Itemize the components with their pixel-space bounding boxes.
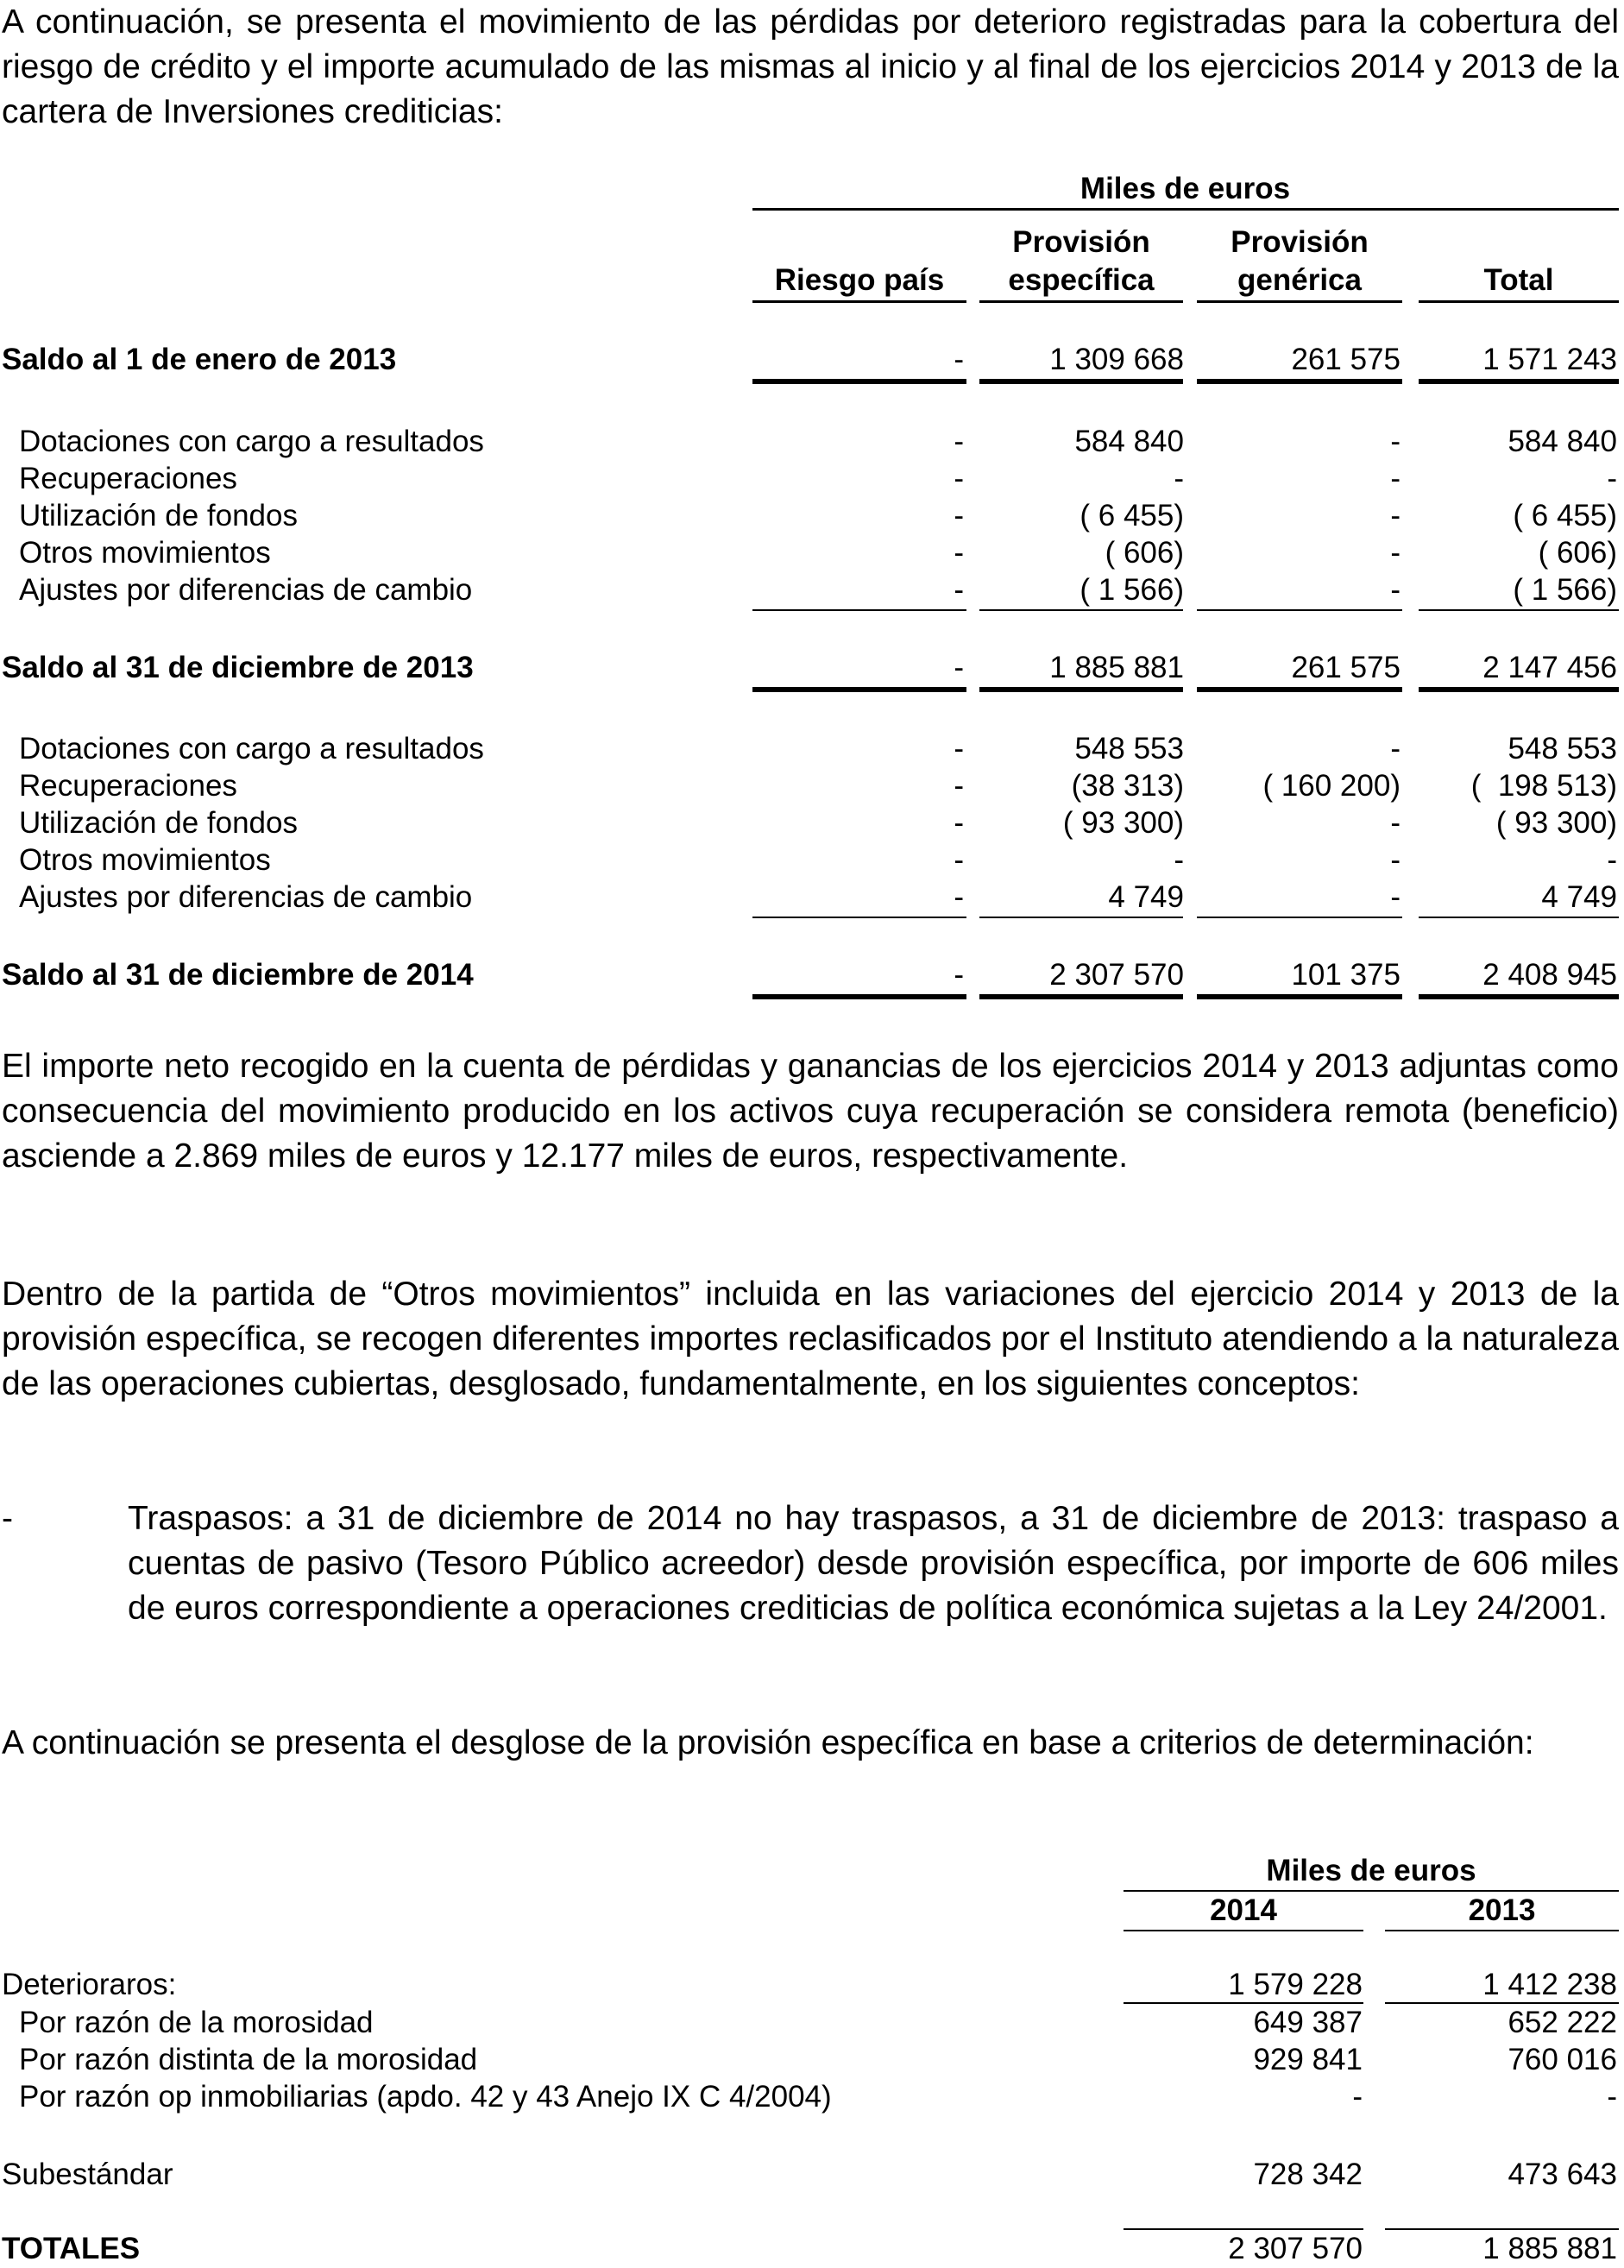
table1-cell: - <box>1390 573 1401 607</box>
table1-cell: ( 1 566) <box>1080 573 1184 607</box>
table2-row-label: Por razón op inmobiliarias (apdo. 42 y 43 Anejo IX C 4/2004) <box>19 2080 832 2114</box>
table1-balance-rule <box>1197 379 1402 384</box>
table2-row-label: Subestándar <box>2 2158 173 2191</box>
table1-row-label: Recuperaciones <box>19 462 237 495</box>
table1-balance-rule <box>1419 687 1619 692</box>
table1-cell: - <box>954 769 964 803</box>
table1-cell: - <box>1390 536 1401 570</box>
table1-balance-rule <box>752 379 966 384</box>
table1-cell: ( 6 455) <box>1513 499 1617 532</box>
table1-cell: - <box>1607 462 1617 495</box>
table1-cell: 548 553 <box>1074 732 1184 765</box>
table1-cell: ( 160 200) <box>1262 769 1401 803</box>
table1-row-label: Utilización de fondos <box>19 806 298 840</box>
table1-cell: 2 307 570 <box>1049 958 1184 992</box>
table1-balance-rule <box>1419 379 1619 384</box>
table1-group-rule <box>752 208 1619 211</box>
table1-row-label: Ajustes por diferencias de cambio <box>19 880 473 914</box>
table2-row-label: TOTALES <box>2 2232 141 2265</box>
bullet-dash: - <box>2 1500 13 1537</box>
table1-cell: - <box>1390 732 1401 765</box>
table2-row-label: Por razón de la morosidad <box>19 2006 374 2039</box>
table1-cell: - <box>954 843 964 877</box>
paragraph-net-amount: El importe neto recogido en la cuenta de pérdidas y ganancias de los ejercicios 2014 y 2013 adjuntas como consecuencia del movimiento producido en los activos cuya recuperación se considera remota (beneficio) asciende a 2.869 miles de euros y 12.177 miles de euros, respectivamente. <box>2 1048 1619 1175</box>
table1-row-label: Saldo al 31 de diciembre de 2013 <box>2 651 474 684</box>
table2-row-label: Por razón distinta de la morosidad <box>19 2043 478 2076</box>
table1-cell: 261 575 <box>1291 651 1401 684</box>
table1-cell: ( 93 300) <box>1062 806 1184 840</box>
table2-cell: 1 579 228 <box>1228 1968 1363 2001</box>
table2-cell: 1 885 881 <box>1482 2232 1617 2265</box>
table2-cell: 760 016 <box>1508 2043 1617 2076</box>
table1-balance-rule <box>979 379 1183 384</box>
table1-balance-rule <box>979 994 1183 999</box>
table1-subtotal-rule <box>1197 609 1402 611</box>
table1-cell: - <box>954 536 964 570</box>
table1-row-label: Saldo al 1 de enero de 2013 <box>2 343 397 376</box>
table2-cell: 929 841 <box>1253 2043 1363 2076</box>
table1-balance-rule <box>1197 687 1402 692</box>
table1-cell: - <box>1390 499 1401 532</box>
table2-cell: 649 387 <box>1253 2006 1363 2039</box>
table1-col3-header: genérica <box>1237 263 1362 297</box>
table1-balance-rule <box>752 994 966 999</box>
table1-row-label: Saldo al 31 de diciembre de 2014 <box>2 958 474 992</box>
table1-cell: - <box>1390 843 1401 877</box>
table1-group-header: Miles de euros <box>1080 172 1291 205</box>
table1-col3-line1: Provisión <box>1231 225 1369 259</box>
table1-cell: 584 840 <box>1508 425 1617 458</box>
table1-cell: - <box>1390 806 1401 840</box>
table2-cell: 652 222 <box>1508 2006 1617 2039</box>
table1-col4-header: Total <box>1483 263 1554 297</box>
table1-cell: - <box>954 425 964 458</box>
table1-cell: - <box>1174 843 1184 877</box>
paragraph-breakdown-intro: A continuación se presenta el desglose de la provisión específica en base a criterios de determinación: <box>2 1724 1534 1761</box>
table1-row-label: Otros movimientos <box>19 536 271 570</box>
table1-cell: 2 408 945 <box>1482 958 1617 992</box>
table1-cell: 548 553 <box>1508 732 1617 765</box>
table1-cell: 2 147 456 <box>1482 651 1617 684</box>
table1-cell: - <box>954 573 964 607</box>
table1-row-label: Otros movimientos <box>19 843 271 877</box>
table1-col1-rule <box>752 300 966 303</box>
table1-cell: ( 1 566) <box>1513 573 1617 607</box>
table1-cell: - <box>1607 843 1617 877</box>
table1-subtotal-rule <box>752 917 966 918</box>
table1-subtotal-rule <box>1419 917 1619 918</box>
intro-paragraph: A continuación, se presenta el movimiento de las pérdidas por deterioro registradas para la cobertura del riesgo de crédito y el importe acumulado de las mismas al inicio y al final de los ejercicios 2014 y 2013 de la cartera de Inversiones crediticias: <box>2 3 1619 130</box>
table2-deteriorados-rule-2013 <box>1385 2002 1619 2004</box>
table1-cell: - <box>1390 880 1401 914</box>
table1-cell: - <box>954 880 964 914</box>
table1-row-label: Dotaciones con cargo a resultados <box>19 732 484 765</box>
table1-cell: - <box>954 343 964 376</box>
table1-cell: 1 309 668 <box>1049 343 1184 376</box>
table1-cell: ( 198 513) <box>1470 769 1617 803</box>
table2-col-2013: 2013 <box>1468 1893 1536 1927</box>
table1-balance-rule <box>1197 994 1402 999</box>
table1-cell: - <box>1174 462 1184 495</box>
table1-row-label: Ajustes por diferencias de cambio <box>19 573 473 607</box>
table1-row-label: Utilización de fondos <box>19 499 298 532</box>
bullet-transfers-text: Traspasos: a 31 de diciembre de 2014 no hay traspasos, a 31 de diciembre de 2013: traspaso a cuentas de pasivo (Tesoro Público acreedor) desde provisión específica, por importe de 606 miles de euros correspondiente a operaciones crediticias de política económica sujetas a la Ley 24/2001. <box>128 1500 1619 1627</box>
table1-col2-line1: Provisión <box>1012 225 1150 259</box>
table1-col3-rule <box>1197 300 1402 303</box>
table2-cell: 1 412 238 <box>1482 1968 1617 2001</box>
table1-col2-rule <box>979 300 1183 303</box>
table2-deteriorados-rule-2014 <box>1124 2002 1363 2004</box>
table1-subtotal-rule <box>979 609 1183 611</box>
table1-cell: (38 313) <box>1071 769 1184 803</box>
table1-cell: ( 606) <box>1105 536 1184 570</box>
table2-cell: - <box>1607 2080 1617 2114</box>
table1-row-label: Recuperaciones <box>19 769 237 803</box>
table1-col4-rule <box>1419 300 1619 303</box>
table2-col-2014-rule <box>1124 1930 1363 1931</box>
table1-cell: - <box>954 732 964 765</box>
table1-cell: 261 575 <box>1291 343 1401 376</box>
table1-cell: 1 571 243 <box>1482 343 1617 376</box>
table1-cell: - <box>1390 462 1401 495</box>
table2-col-2013-rule <box>1385 1930 1619 1931</box>
table2-col-2014: 2014 <box>1210 1893 1277 1927</box>
table2-row-label: Deterioraros: <box>2 1968 177 2001</box>
table1-cell: 4 749 <box>1108 880 1184 914</box>
table1-col2-header: específica <box>1008 263 1155 297</box>
table1-row-label: Dotaciones con cargo a resultados <box>19 425 484 458</box>
table1-cell: ( 93 300) <box>1495 806 1617 840</box>
table1-cell: - <box>954 499 964 532</box>
table1-cell: 584 840 <box>1074 425 1184 458</box>
table1-subtotal-rule <box>1197 917 1402 918</box>
table1-balance-rule <box>752 687 966 692</box>
table1-cell: - <box>954 806 964 840</box>
table2-group-header: Miles de euros <box>1266 1854 1476 1887</box>
table2-cell: - <box>1352 2080 1363 2114</box>
table1-balance-rule <box>979 687 1183 692</box>
table1-cell: 4 749 <box>1541 880 1617 914</box>
table1-balance-rule <box>1419 994 1619 999</box>
paragraph-other-movements: Dentro de la partida de “Otros movimientos” incluida en las variaciones del ejercicio 2014 y 2013 de la provisión específica, se recogen diferentes importes reclasificados por el Instituto atendiendo a la naturaleza de las operaciones cubiertas, desglosado, fundamentalmente, en los siguientes conceptos: <box>2 1276 1619 1402</box>
table1-subtotal-rule <box>979 917 1183 918</box>
table2-cell: 728 342 <box>1253 2158 1363 2191</box>
table2-cell: 2 307 570 <box>1228 2232 1363 2265</box>
table1-cell: - <box>954 462 964 495</box>
table1-cell: - <box>954 651 964 684</box>
table1-cell: - <box>1390 425 1401 458</box>
table1-cell: 1 885 881 <box>1049 651 1184 684</box>
table2-cell: 473 643 <box>1508 2158 1617 2191</box>
table1-cell: 101 375 <box>1291 958 1401 992</box>
table1-col1-header: Riesgo país <box>774 263 945 297</box>
table1-cell: - <box>954 958 964 992</box>
table2-total-rule-2014 <box>1124 2228 1363 2230</box>
table2-total-rule-2013 <box>1385 2228 1619 2230</box>
table1-cell: ( 606) <box>1538 536 1617 570</box>
table1-cell: ( 6 455) <box>1080 499 1184 532</box>
table1-subtotal-rule <box>1419 609 1619 611</box>
table1-subtotal-rule <box>752 609 966 611</box>
